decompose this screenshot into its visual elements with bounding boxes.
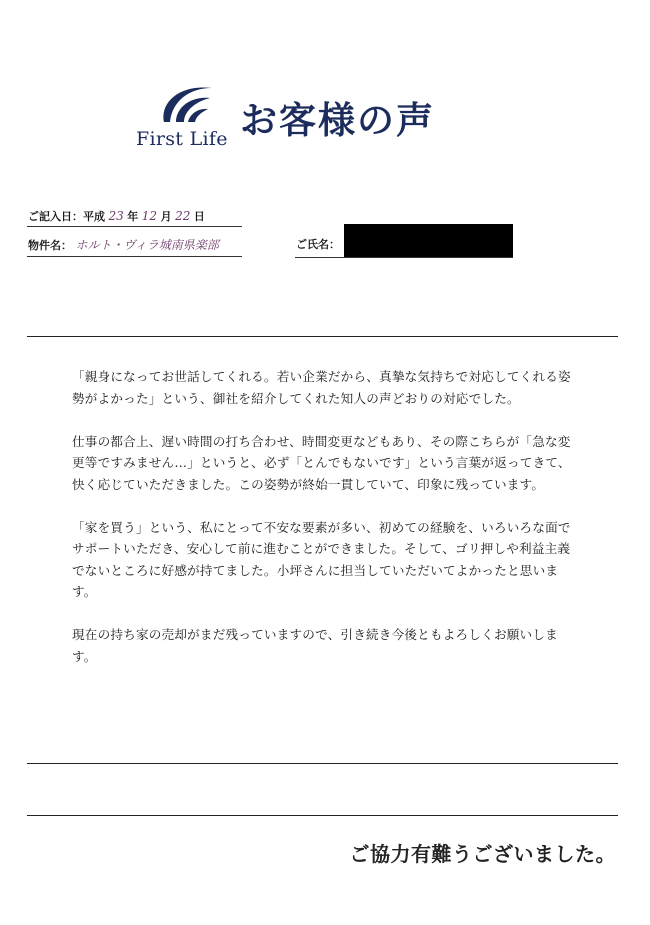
month-unit: 月 <box>160 210 172 223</box>
company-logo <box>136 82 228 154</box>
year-unit: 年 <box>127 210 139 223</box>
property-field <box>28 236 219 253</box>
logo-brand-text: First Life <box>136 128 228 150</box>
day-unit: 日 <box>193 210 205 223</box>
date-month-value: 12 <box>141 209 158 223</box>
date-field <box>28 208 205 224</box>
paragraph: 「親身になってお世話してくれる。若い企業だから、真摯な気持ちで対応してくれる姿勢がよかった」という、御社を紹介してくれた知人の声どおりの対応でした。 <box>72 369 571 406</box>
name-field <box>296 236 340 252</box>
name-label: ご氏名： <box>296 238 340 251</box>
paragraph: 現在の持ち家の売却がまだ残っていますので、引き続き今後ともよろしくお願いします。 <box>72 627 558 664</box>
paragraph: 「家を買う」という、私にとって不安な要素が多い、初めての経験を、いろいろな面でサポートいただき、安心して前に進むことができました。そして、ゴリ押しや利益主義でないところに好感が持てました。小坪さんに担当していただいてよかったと思います。 <box>72 519 571 599</box>
date-day-value: 22 <box>175 209 191 223</box>
property-label: 物件名： <box>28 239 72 252</box>
swirl-logo-icon <box>158 82 216 126</box>
middle-divider <box>27 763 618 764</box>
date-underline <box>27 226 242 227</box>
testimonial-body <box>72 366 582 689</box>
top-divider <box>27 336 618 337</box>
property-value: ホルト・ヴィラ城南県楽部 <box>75 238 219 252</box>
thanks-message: ご協力有難うございました。 <box>349 842 616 866</box>
name-underline <box>295 257 513 258</box>
property-underline <box>27 256 242 257</box>
paragraph: 仕事の都合上、遅い時間の打ち合わせ、時間変更などもあり、その際こちらが「急な変更等ですみません…」というと、必ず「とんでもないです」という言葉が返ってきて、快く応じていただきました。この姿勢が終始一貫していて、印象に残っています。 <box>72 433 571 492</box>
page-title: お客様の声 <box>240 99 435 142</box>
date-label: ご記入日：平成 <box>28 210 105 223</box>
date-year-value: 23 <box>108 209 124 223</box>
bottom-divider <box>27 815 618 816</box>
name-redaction <box>344 224 513 258</box>
